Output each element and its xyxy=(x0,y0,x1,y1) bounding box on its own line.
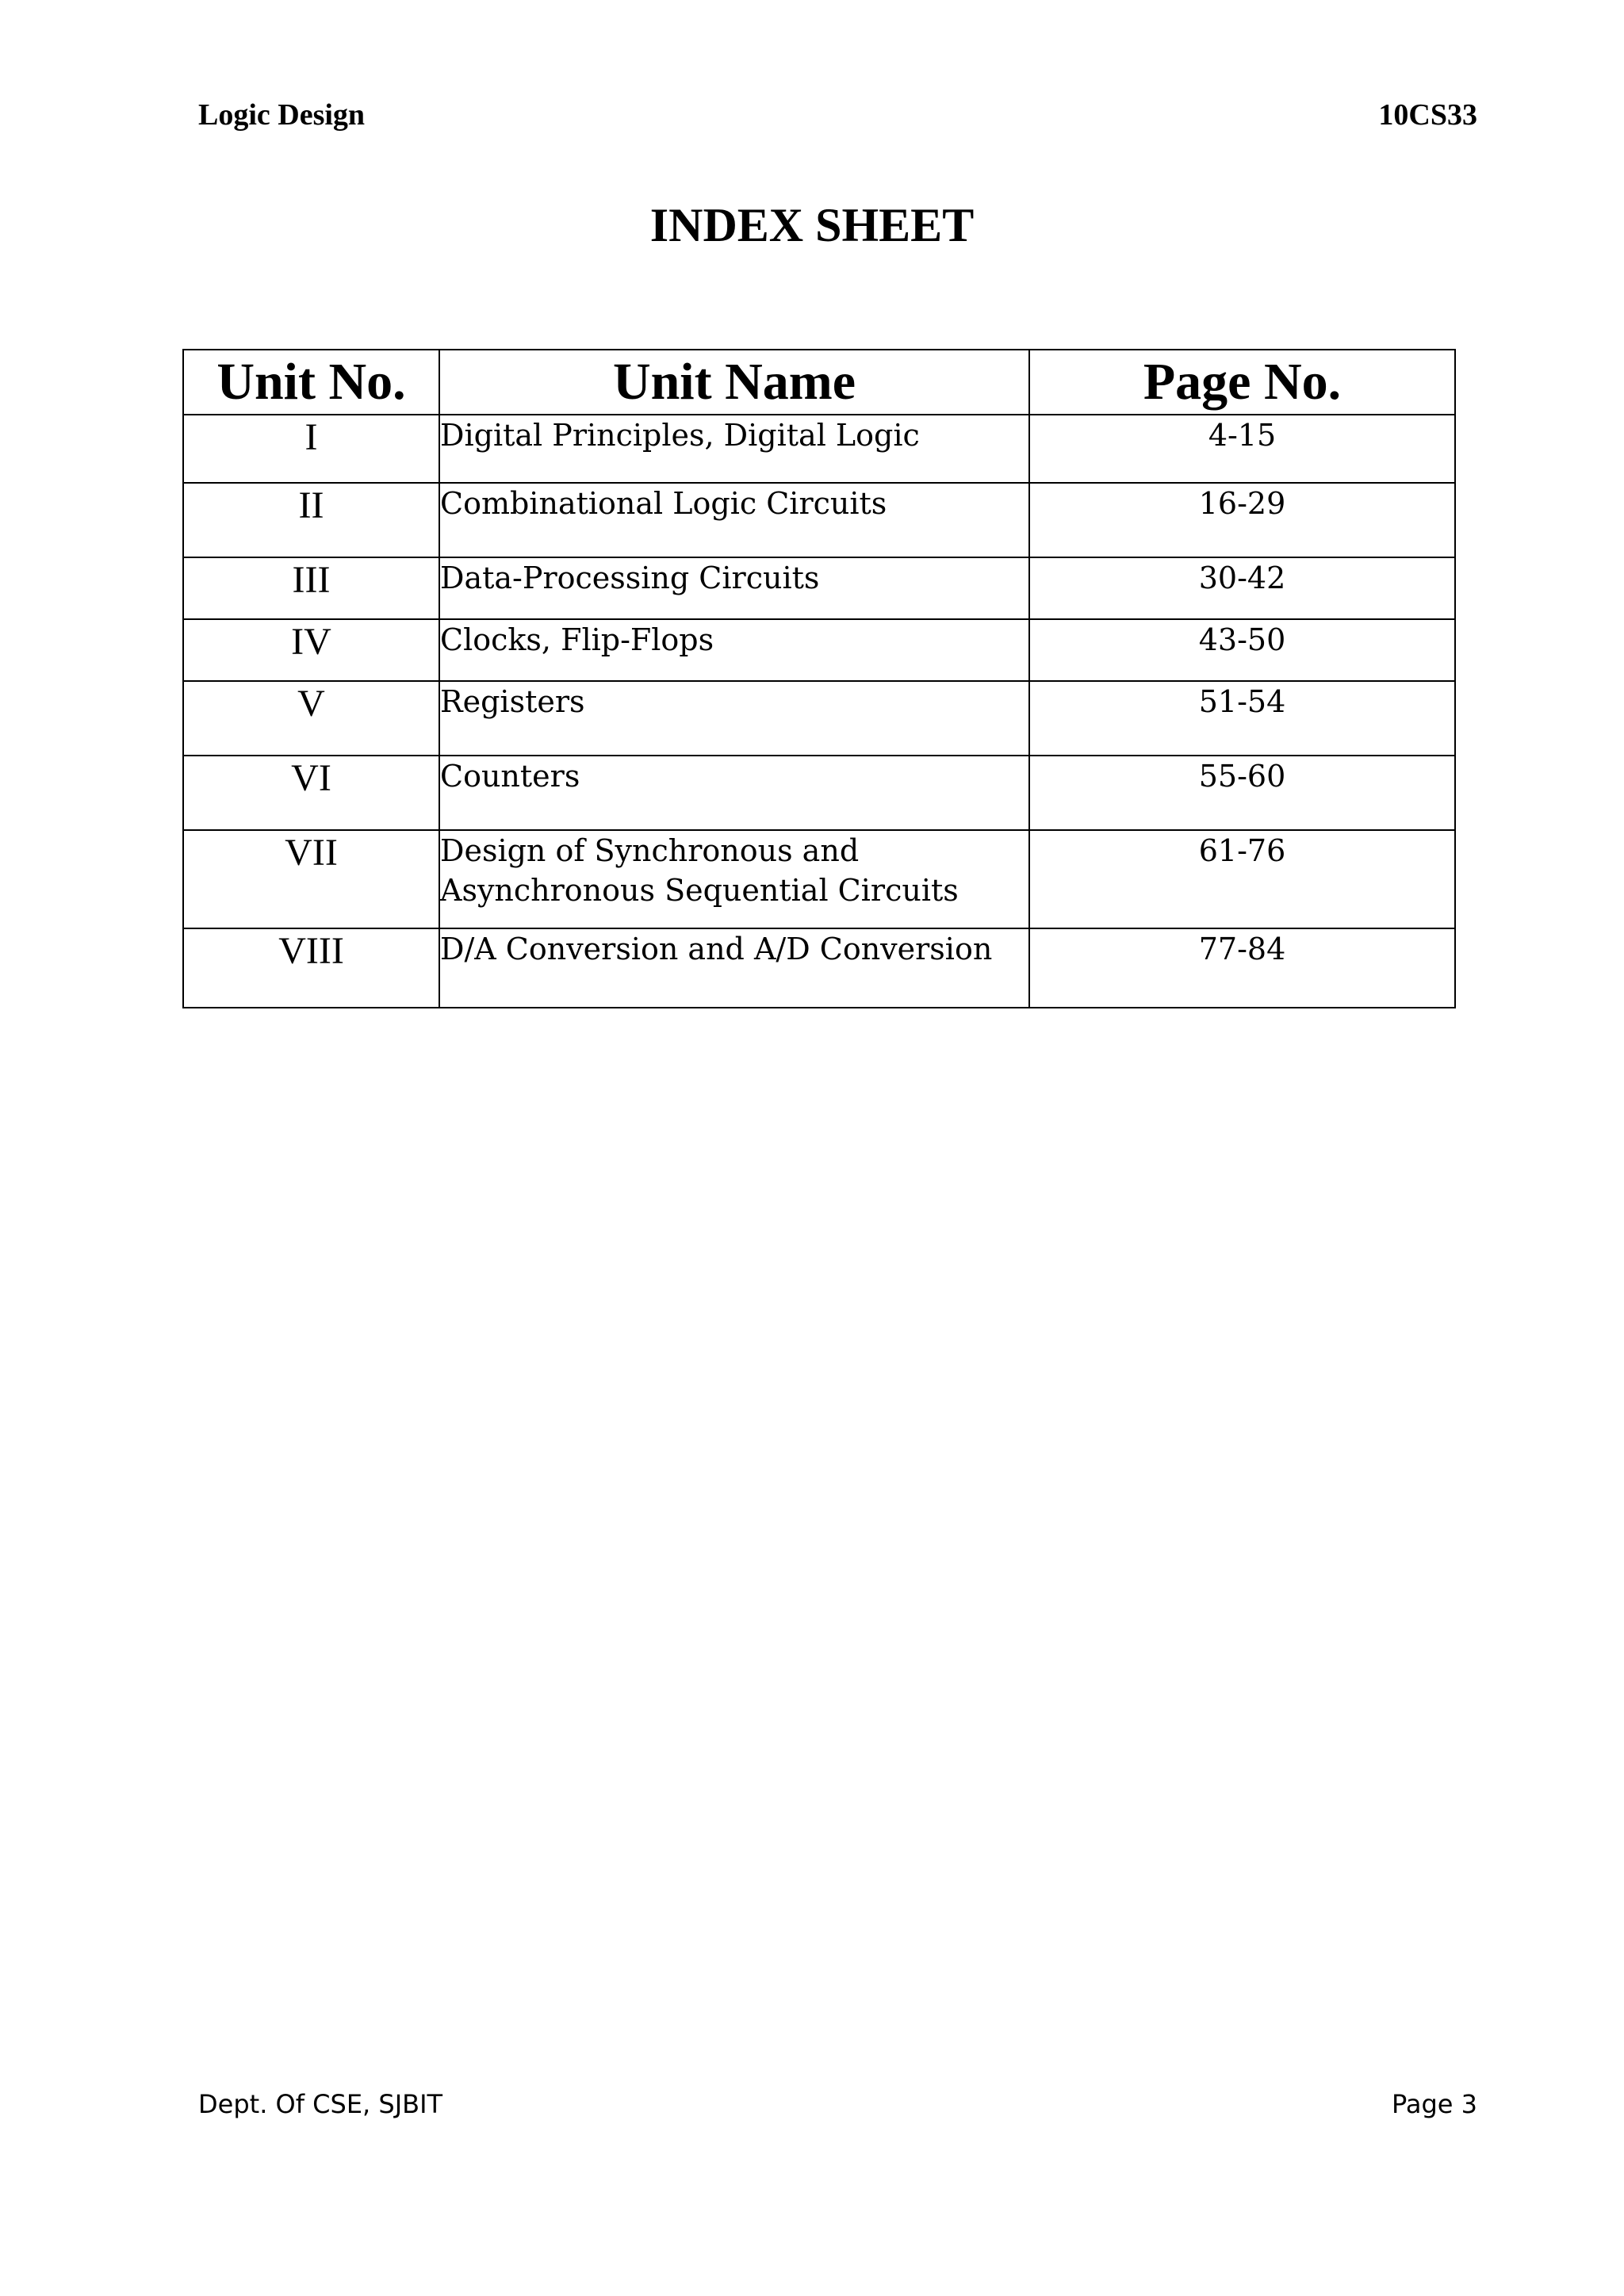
page-title: INDEX SHEET xyxy=(649,199,975,251)
page-range-cell: 51-54 xyxy=(1029,681,1455,756)
page-range-cell: 4-15 xyxy=(1029,415,1455,483)
index-table-header xyxy=(183,350,1455,415)
index-table xyxy=(182,349,1456,1008)
unit-name-cell: Combinational Logic Circuits xyxy=(439,483,1029,557)
running-footer-department: Dept. Of CSE, SJBIT xyxy=(198,2089,443,2119)
unit-name-cell: Design of Synchronous and Asynchronous Sequential Circuits xyxy=(439,830,1029,928)
page-range-cell: 30-42 xyxy=(1029,557,1455,619)
unit-number-cell: I xyxy=(183,415,439,483)
table-row xyxy=(183,928,1455,1008)
unit-name-cell: Registers xyxy=(439,681,1029,756)
table-row xyxy=(183,557,1455,619)
unit-number-cell: VI xyxy=(183,756,439,830)
header-row xyxy=(183,350,1455,415)
unit-number-cell: VIII xyxy=(183,928,439,1008)
page-range-cell: 43-50 xyxy=(1029,619,1455,681)
table-row xyxy=(183,415,1455,483)
column-header-page-no: Page No. xyxy=(1029,350,1455,415)
index-table-body xyxy=(183,415,1455,1008)
table-row xyxy=(183,483,1455,557)
page-range-cell: 16-29 xyxy=(1029,483,1455,557)
column-header-unit-no: Unit No. xyxy=(183,350,439,415)
unit-name-cell: D/A Conversion and A/D Conversion xyxy=(439,928,1029,1008)
table-row xyxy=(183,681,1455,756)
table-row xyxy=(183,619,1455,681)
running-header-course-code: 10CS33 xyxy=(1378,98,1477,132)
unit-name-cell: Clocks, Flip-Flops xyxy=(439,619,1029,681)
unit-name-cell: Counters xyxy=(439,756,1029,830)
table-row xyxy=(183,830,1455,928)
page-range-cell: 77-84 xyxy=(1029,928,1455,1008)
unit-number-cell: VII xyxy=(183,830,439,928)
running-footer-page-number: Page 3 xyxy=(1392,2089,1477,2119)
column-header-unit-name: Unit Name xyxy=(439,350,1029,415)
unit-number-cell: IV xyxy=(183,619,439,681)
unit-number-cell: V xyxy=(183,681,439,756)
running-header-course-title: Logic Design xyxy=(198,98,366,132)
table-row xyxy=(183,756,1455,830)
page-range-cell: 61-76 xyxy=(1029,830,1455,928)
unit-number-cell: II xyxy=(183,483,439,557)
page-range-cell: 55-60 xyxy=(1029,756,1455,830)
unit-name-cell: Digital Principles, Digital Logic xyxy=(439,415,1029,483)
unit-name-cell: Data-Processing Circuits xyxy=(439,557,1029,619)
unit-number-cell: III xyxy=(183,557,439,619)
